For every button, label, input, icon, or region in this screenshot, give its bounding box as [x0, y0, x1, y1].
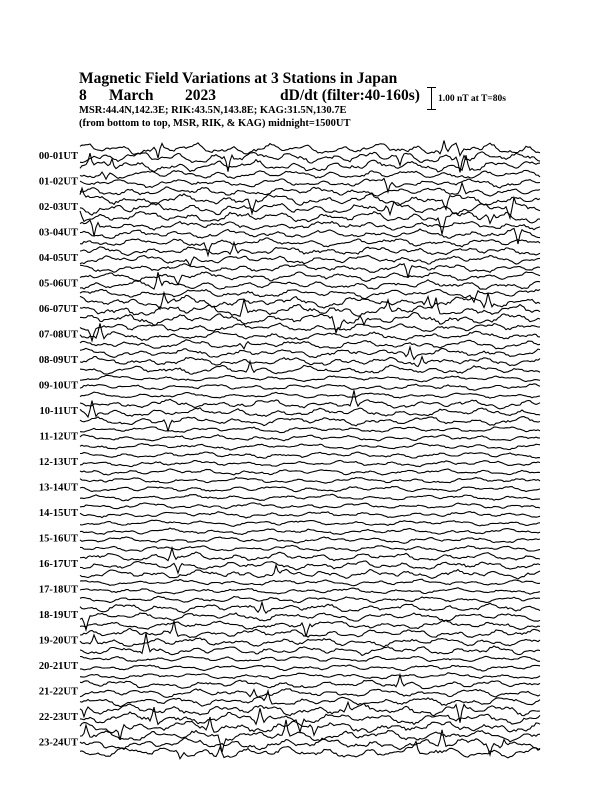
- trace-msr-14-15ut: [80, 520, 540, 526]
- trace-msr-09-10ut: [80, 392, 540, 398]
- filter-label: dD/dt (filter:40-160s): [280, 87, 420, 104]
- hour-label: 18-19UT: [38, 610, 78, 621]
- trace-rik-16-17ut: [80, 561, 540, 573]
- hour-label: 16-17UT: [38, 559, 78, 570]
- trace-rik-13-14ut: [80, 487, 540, 492]
- hour-label: 12-13UT: [38, 457, 78, 468]
- trace-kag-15-16ut: [80, 528, 540, 535]
- hour-label: 02-03UT: [38, 202, 78, 213]
- hour-label: 01-02UT: [38, 176, 78, 188]
- hour-label: 20-21UT: [38, 661, 78, 672]
- hour-label: 11-12UT: [39, 431, 78, 443]
- hour-label: 08-09UT: [38, 355, 78, 366]
- hour-label: 05-06UT: [38, 278, 78, 290]
- trace-rik-04-05ut: [80, 256, 540, 267]
- trace-msr-03-04ut: [80, 238, 540, 256]
- trace-msr-10-11ut: [80, 417, 540, 431]
- trace-rik-20-21ut: [80, 665, 540, 671]
- hour-label: 06-07UT: [38, 304, 78, 315]
- hour-label: 03-04UT: [38, 227, 78, 239]
- trace-msr-05-06ut: [80, 290, 540, 303]
- trace-msr-02-03ut: [80, 211, 540, 234]
- trace-msr-07-08ut: [80, 340, 540, 349]
- trace-kag-09-10ut: [80, 375, 540, 381]
- trace-kag-04-05ut: [80, 243, 540, 256]
- trace-rik-09-10ut: [80, 384, 540, 390]
- hour-label: 10-11UT: [39, 406, 78, 417]
- hour-label: 09-10UT: [38, 380, 78, 392]
- trace-rik-06-07ut: [80, 298, 540, 317]
- date-year: 2023: [185, 87, 216, 104]
- trace-kag-12-13ut: [80, 452, 540, 458]
- station-order-note: (from bottom to top, MSR, RIK, & KAG) midnight=1500UT: [79, 118, 351, 129]
- date-month: March: [109, 87, 154, 104]
- trace-rik-17-18ut: [80, 588, 540, 594]
- trace-kag-01-02ut: [80, 170, 540, 179]
- trace-msr-23-24ut: [80, 741, 540, 758]
- hour-label: 07-08UT: [38, 329, 78, 341]
- trace-rik-12-13ut: [80, 460, 540, 466]
- trace-kag-08-09ut: [80, 347, 540, 359]
- trace-kag-10-11ut: [80, 390, 540, 409]
- hour-label: 04-05UT: [38, 253, 78, 264]
- hour-label: 14-15UT: [38, 508, 78, 519]
- trace-rik-15-16ut: [80, 537, 540, 543]
- trace-kag-18-19ut: [80, 602, 540, 613]
- trace-rik-21-22ut: [80, 689, 540, 698]
- trace-rik-05-06ut: [80, 272, 540, 289]
- trace-kag-13-14ut: [80, 477, 540, 483]
- hour-label: 17-18UT: [38, 584, 78, 596]
- trace-rik-11-12ut: [80, 435, 540, 441]
- trace-msr-12-13ut: [80, 469, 540, 475]
- hour-label: 23-24UT: [38, 737, 78, 749]
- station-coordinates: MSR:44.4N,142.3E; RIK:43.5N,143.8E; KAG:31.5N,130.7E: [79, 105, 347, 116]
- trace-kag-11-12ut: [80, 427, 540, 433]
- hour-label: 00-01UT: [38, 151, 78, 162]
- hour-label: 22-23UT: [38, 712, 78, 723]
- trace-rik-07-08ut: [80, 323, 540, 340]
- trace-kag-14-15ut: [80, 503, 540, 509]
- trace-kag-17-18ut: [80, 579, 540, 586]
- scale-bar-label: 1.00 nT at T=80s: [438, 94, 506, 104]
- date-day: 8: [79, 87, 87, 104]
- trace-msr-15-16ut: [80, 545, 540, 551]
- trace-rik-18-19ut: [80, 613, 540, 630]
- trace-msr-11-12ut: [80, 443, 540, 450]
- trace-msr-20-21ut: [80, 673, 540, 679]
- trace-kag-20-21ut: [80, 656, 540, 661]
- hour-label: 19-20UT: [38, 635, 78, 647]
- trace-kag-06-07ut: [80, 293, 540, 309]
- chart-title: Magnetic Field Variations at 3 Stations in Japan: [79, 70, 398, 87]
- trace-msr-16-17ut: [80, 565, 540, 579]
- hour-label: 15-16UT: [38, 533, 78, 545]
- hour-label: 21-22UT: [38, 686, 78, 698]
- trace-rik-10-11ut: [80, 401, 540, 417]
- trace-msr-13-14ut: [80, 494, 540, 501]
- trace-rik-08-09ut: [80, 357, 540, 367]
- hour-label: 13-14UT: [38, 482, 78, 494]
- trace-msr-08-09ut: [80, 361, 540, 374]
- trace-rik-14-15ut: [80, 512, 540, 518]
- trace-msr-17-18ut: [80, 596, 540, 602]
